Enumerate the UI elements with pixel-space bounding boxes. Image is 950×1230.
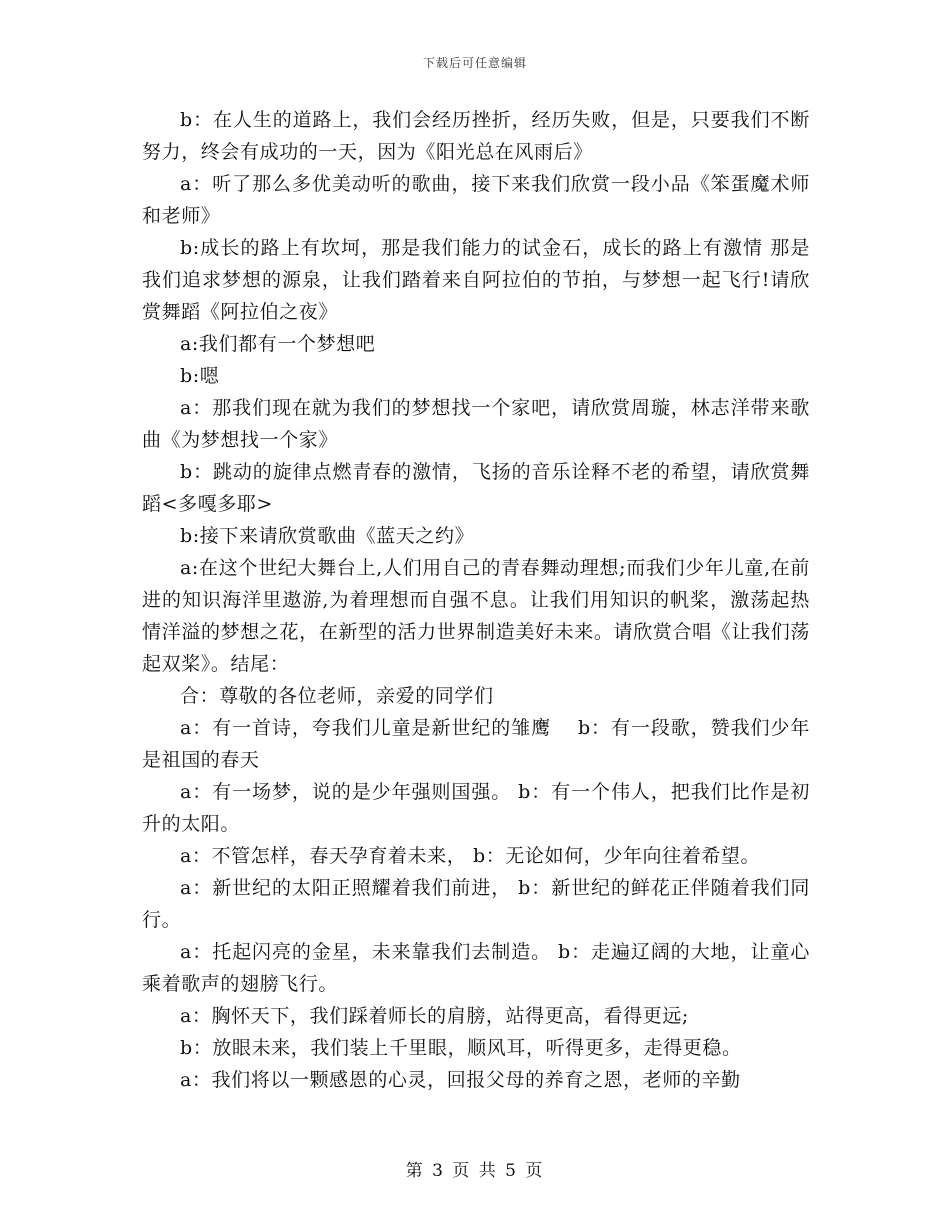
paragraph: a：托起闪亮的金星，未来靠我们去制造。 b：走遍辽阔的大地，让童心乘着歌声的翅膀飞行。 [142, 941, 810, 995]
paragraph: b：放眼未来，我们装上千里眼，顺风耳，听得更多，走得更稳。 [180, 1037, 742, 1059]
paragraph: b:成长的路上有坎坷，那是我们能力的试金石，成长的路上有激情 那是我们追求梦想的源泉，让我们踏着来自阿拉伯的节拍，与梦想一起飞行!请欣赏舞蹈《阿拉伯之夜》 [142, 237, 810, 323]
paragraph: 合：尊敬的各位老师，亲爱的同学们 [180, 685, 494, 707]
paragraph: a：那我们现在就为我们的梦想找一个家吧，请欣赏周璇，林志洋带来歌曲《为梦想找一个家》 [142, 397, 810, 451]
paragraph: b:接下来请欣赏歌曲《蓝天之约》 [180, 525, 475, 547]
paragraph: b:嗯 [180, 365, 220, 387]
paragraph: a：听了那么多优美动听的歌曲，接下来我们欣赏一段小品《笨蛋魔术师和老师》 [142, 173, 810, 227]
document-body [142, 104, 810, 1096]
paragraph: b：在人生的道路上，我们会经历挫折，经历失败，但是，只要我们不断努力，终会有成功的一天，因为《阳光总在风雨后》 [142, 109, 810, 163]
paragraph: a:在这个世纪大舞台上,人们用自己的青春舞动理想;而我们少年儿童,在前进的知识海洋里遨游,为着理想而自强不息。让我们用知识的帆桨，激荡起热情洋溢的梦想之花，在新型的活力世界制造美好未来。请欣赏合唱《让我们荡起双桨》。结尾： [142, 557, 810, 675]
paragraph: a：不管怎样，春天孕育着未来， b：无论如何，少年向往着希望。 [180, 845, 761, 867]
paragraph: a：我们将以一颗感恩的心灵，回报父母的养育之恩，老师的辛勤 [180, 1069, 741, 1091]
page-footer: 第 3 页 共 5 页 [405, 1161, 545, 1181]
page-header: 下载后可任意编辑 [422, 56, 527, 70]
paragraph: a:我们都有一个梦想吧 [180, 333, 376, 355]
paragraph: a：新世纪的太阳正照耀着我们前进， b：新世纪的鲜花正伴随着我们同行。 [142, 877, 810, 931]
paragraph: a：有一首诗，夸我们儿童是新世纪的雏鹰 b：有一段歌，赞我们少年是祖国的春天 [142, 717, 810, 771]
paragraph: a：有一场梦，说的是少年强则国强。 b：有一个伟人，把我们比作是初升的太阳。 [142, 781, 810, 835]
paragraph: b：跳动的旋律点燃青春的激情，飞扬的音乐诠释不老的希望，请欣赏舞蹈<多嘎多耶> [142, 461, 810, 515]
paragraph: a：胸怀天下，我们踩着师长的肩膀，站得更高，看得更远; [180, 1005, 689, 1027]
